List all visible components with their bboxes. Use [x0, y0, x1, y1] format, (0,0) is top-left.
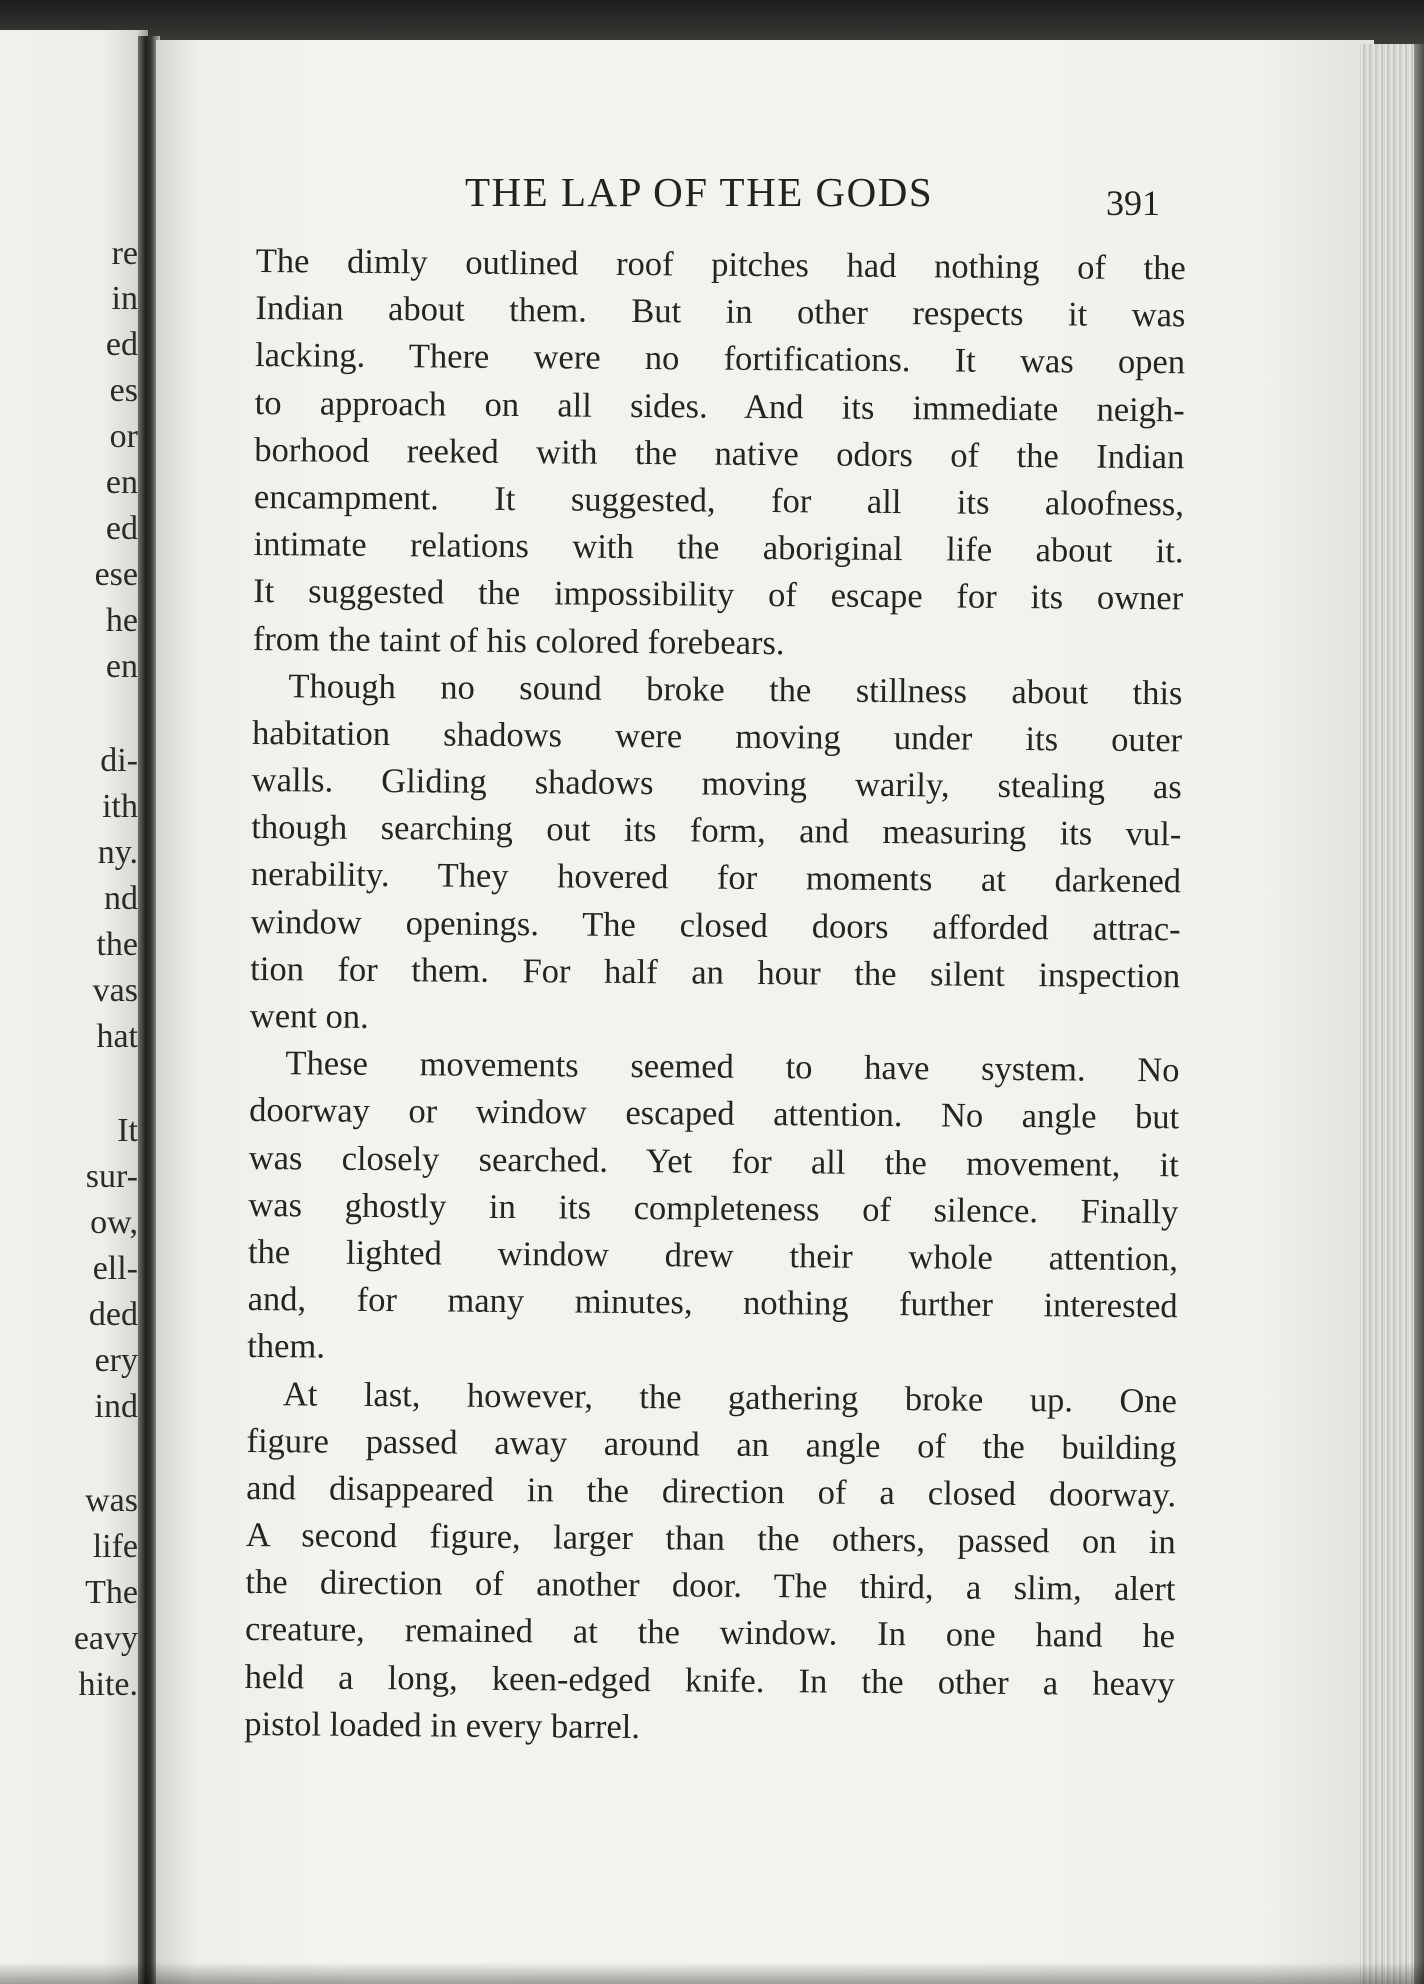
text-line: These movements seemed to have system. No	[285, 1044, 1180, 1090]
text-line: At last, however, the gathering broke up. One	[282, 1374, 1178, 1420]
left-fragment: the	[96, 926, 138, 963]
left-fragment: nd	[104, 880, 138, 917]
text-line: pistol loaded in every barrel.	[244, 1704, 641, 1746]
left-fragment: life	[92, 1528, 138, 1565]
left-fragment: hat	[96, 1018, 138, 1055]
left-fragment: es	[109, 372, 138, 409]
text-line: figure passed away around an angle of the building	[246, 1421, 1177, 1467]
left-fragment: The	[85, 1574, 138, 1611]
text-line: went on.	[249, 996, 369, 1036]
text-line: to approach on all sides. And its immediate neigh-	[254, 383, 1185, 429]
left-fragment: hite.	[78, 1666, 138, 1703]
paragraph-4	[244, 1370, 1177, 1755]
left-fragment: en	[105, 464, 138, 501]
text-line: encampment. It suggested, for all its aloofness,	[253, 477, 1185, 524]
scanner-top-edge	[0, 0, 1424, 44]
text-line: window openings. The closed doors afforded attrac-	[250, 902, 1181, 948]
left-fragment: ith	[102, 788, 138, 825]
left-fragment: was	[85, 1482, 138, 1519]
text-line: held a long, keen-edged knife. In the other a heavy	[244, 1657, 1175, 1703]
text-line: Indian about them. But in other respects it was	[255, 289, 1186, 335]
left-fragment: ell-	[92, 1250, 138, 1287]
text-line: though searching out its form, and measuring its vul-	[251, 808, 1182, 854]
text-line: the direction of another door. The third, a slim, alert	[245, 1563, 1176, 1609]
left-fragment: eavy	[73, 1620, 138, 1657]
page-number: 391	[1106, 183, 1160, 223]
left-fragment: ed	[105, 510, 138, 547]
left-fragment: sur-	[85, 1158, 138, 1195]
page-edges-stack	[1360, 44, 1424, 1984]
text-line: and disappeared in the direction of a closed doorway.	[246, 1468, 1177, 1515]
scan-bottom-shadow	[0, 1962, 1424, 1984]
text-line: intimate relations with the aboriginal life about it.	[253, 525, 1184, 571]
text-line: The dimly outlined roof pitches had nothing of the	[255, 241, 1186, 288]
left-fragment: he	[105, 602, 138, 639]
left-fragment: ind	[94, 1388, 138, 1425]
previous-page-sliver	[0, 30, 148, 1984]
left-fragment: ese	[94, 556, 138, 593]
text-line: walls. Gliding shadows moving warily, stealing as	[251, 761, 1182, 807]
left-fragment: en	[105, 648, 138, 685]
paragraph-3	[247, 1040, 1180, 1378]
text-line: nerability. They hovered for moments at darkened	[250, 855, 1182, 901]
text-line: was closely searched. Yet for all the movement, it	[248, 1138, 1179, 1184]
left-fragment: ed	[105, 326, 138, 363]
text-line: them.	[247, 1327, 326, 1366]
left-fragment: di-	[100, 742, 138, 779]
left-fragment: ery	[94, 1342, 138, 1379]
left-fragment: in	[111, 280, 138, 317]
text-line: habitation shadows were moving under its outer	[251, 713, 1183, 760]
text-line: tion for them. For half an hour the silent inspection	[250, 949, 1181, 996]
body-text	[244, 238, 1186, 1755]
text-line: and, for many minutes, nothing further interested	[247, 1280, 1178, 1326]
left-fragment: ded	[88, 1296, 138, 1333]
text-line: was ghostly in its completeness of silence. Finally	[248, 1185, 1179, 1232]
text-line: borhood reeked with the native odors of the Indian	[254, 430, 1185, 477]
left-fragment: or	[109, 418, 138, 455]
paragraph-2	[250, 663, 1183, 1048]
paragraph-1	[253, 238, 1186, 670]
text-line: It suggested the impossibility of escape for its owner	[253, 572, 1184, 618]
text-line: Though no sound broke the stillness about this	[288, 666, 1183, 712]
left-fragment: ny.	[97, 834, 138, 871]
text-line: A second figure, larger than the others, passed on in	[245, 1516, 1176, 1562]
left-fragment: re	[111, 235, 138, 272]
text-line: from the taint of his colored forebears.	[252, 619, 785, 662]
text-line: the lighted window drew their whole attention,	[247, 1232, 1179, 1279]
text-line: doorway or window escaped attention. No angle but	[248, 1091, 1180, 1137]
text-line: creature, remained at the window. In one hand he	[244, 1610, 1176, 1656]
left-fragment: vas	[92, 972, 138, 1009]
text-line: lacking. There were no fortifications. It was open	[254, 336, 1186, 382]
running-head: THE LAP OF THE GODS	[465, 169, 934, 215]
left-fragment: It	[117, 1112, 138, 1149]
left-fragment: ow,	[90, 1204, 138, 1241]
